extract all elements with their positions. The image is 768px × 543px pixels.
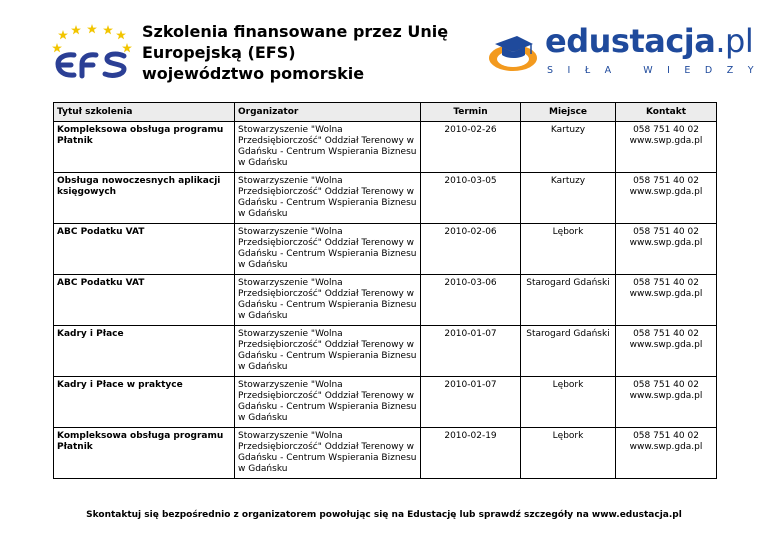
table-row xyxy=(54,377,717,428)
table-row xyxy=(54,224,717,275)
contact-website: www.swp.gda.pl xyxy=(629,238,703,248)
course-title: Kadry i Płace w praktyce xyxy=(54,377,235,428)
contact xyxy=(616,428,717,479)
course-title: Obsługa nowoczesnych aplikacji księgowych xyxy=(54,173,235,224)
course-date: 2010-03-05 xyxy=(421,173,521,224)
table-header-row xyxy=(54,103,717,122)
contact-phone: 058 751 40 02 xyxy=(633,227,699,237)
contact-website: www.swp.gda.pl xyxy=(629,289,703,299)
contact xyxy=(616,122,717,173)
contact-phone: 058 751 40 02 xyxy=(633,125,699,135)
contact-phone: 058 751 40 02 xyxy=(633,380,699,390)
title-line: województwo pomorskie xyxy=(142,64,365,83)
efs-logo xyxy=(52,24,132,84)
organizer: Stowarzyszenie "Wolna Przedsiębiorczość" Oddział Terenowy w Gdańsku - Centrum Wspierania Biznesu w Gdańsku xyxy=(235,122,421,173)
table-row xyxy=(54,326,717,377)
edustacja-name: edustacja xyxy=(545,22,716,60)
column-header-date: Termin xyxy=(421,103,521,122)
course-title: ABC Podatku VAT xyxy=(54,224,235,275)
title-line: Europejską (EFS) xyxy=(142,43,296,62)
edustacja-tld: .pl xyxy=(715,22,754,60)
contact-website: www.swp.gda.pl xyxy=(629,187,703,197)
course-title: Kompleksowa obsługa programu Płatnik xyxy=(54,122,235,173)
table-row xyxy=(54,122,717,173)
eu-stars-icon xyxy=(52,24,132,52)
organizer: Stowarzyszenie "Wolna Przedsiębiorczość" Oddział Terenowy w Gdańsku - Centrum Wspierania Biznesu w Gdańsku xyxy=(235,224,421,275)
footer-note: Skontaktuj się bezpośrednio z organizatorem powołując się na Edustację lub sprawdź szczegóły na www.edustacja.pl xyxy=(86,510,682,520)
contact-phone: 058 751 40 02 xyxy=(633,431,699,441)
efs-logo-graphic xyxy=(52,24,132,84)
contact-phone: 058 751 40 02 xyxy=(633,176,699,186)
column-header-title: Tytuł szkolenia xyxy=(54,103,235,122)
column-header-place: Miejsce xyxy=(521,103,616,122)
course-date: 2010-02-19 xyxy=(421,428,521,479)
course-place: Lębork xyxy=(521,224,616,275)
contact-website: www.swp.gda.pl xyxy=(629,442,703,452)
course-date: 2010-02-06 xyxy=(421,224,521,275)
course-title: Kadry i Płace xyxy=(54,326,235,377)
course-date: 2010-01-07 xyxy=(421,326,521,377)
contact-website: www.swp.gda.pl xyxy=(629,136,703,146)
course-date: 2010-01-07 xyxy=(421,377,521,428)
organizer: Stowarzyszenie "Wolna Przedsiębiorczość" Oddział Terenowy w Gdańsku - Centrum Wspierania Biznesu w Gdańsku xyxy=(235,173,421,224)
contact xyxy=(616,173,717,224)
organizer: Stowarzyszenie "Wolna Przedsiębiorczość" Oddział Terenowy w Gdańsku - Centrum Wspierania Biznesu w Gdańsku xyxy=(235,377,421,428)
contact xyxy=(616,326,717,377)
course-place: Starogard Gdański xyxy=(521,275,616,326)
course-place: Kartuzy xyxy=(521,173,616,224)
course-date: 2010-03-06 xyxy=(421,275,521,326)
course-title: Kompleksowa obsługa programu Płatnik xyxy=(54,428,235,479)
organizer: Stowarzyszenie "Wolna Przedsiębiorczość" Oddział Terenowy w Gdańsku - Centrum Wspierania Biznesu w Gdańsku xyxy=(235,326,421,377)
table-row xyxy=(54,428,717,479)
contact-phone: 058 751 40 02 xyxy=(633,329,699,339)
course-place: Lębork xyxy=(521,428,616,479)
course-place: Kartuzy xyxy=(521,122,616,173)
edustacja-logo xyxy=(487,22,768,80)
contact xyxy=(616,377,717,428)
graduation-cap-icon xyxy=(487,28,539,72)
contact xyxy=(616,275,717,326)
contact xyxy=(616,224,717,275)
course-place: Starogard Gdański xyxy=(521,326,616,377)
contact-phone: 058 751 40 02 xyxy=(633,278,699,288)
organizer: Stowarzyszenie "Wolna Przedsiębiorczość" Oddział Terenowy w Gdańsku - Centrum Wspierania Biznesu w Gdańsku xyxy=(235,275,421,326)
contact-website: www.swp.gda.pl xyxy=(629,340,703,350)
page-title xyxy=(142,21,482,84)
column-header-contact: Kontakt xyxy=(616,103,717,122)
organizer: Stowarzyszenie "Wolna Przedsiębiorczość" Oddział Terenowy w Gdańsku - Centrum Wspierania Biznesu w Gdańsku xyxy=(235,428,421,479)
course-date: 2010-02-26 xyxy=(421,122,521,173)
course-title: ABC Podatku VAT xyxy=(54,275,235,326)
courses-table xyxy=(53,102,717,479)
column-header-organizer: Organizator xyxy=(235,103,421,122)
course-place: Lębork xyxy=(521,377,616,428)
table-row xyxy=(54,275,717,326)
edustacja-tagline: SIŁA WIEDZY xyxy=(547,65,768,76)
efs-letters xyxy=(58,54,124,76)
contact-website: www.swp.gda.pl xyxy=(629,391,703,401)
table-row xyxy=(54,173,717,224)
edustacja-wordmark xyxy=(545,22,753,60)
title-line: Szkolenia finansowane przez Unię xyxy=(142,22,449,41)
